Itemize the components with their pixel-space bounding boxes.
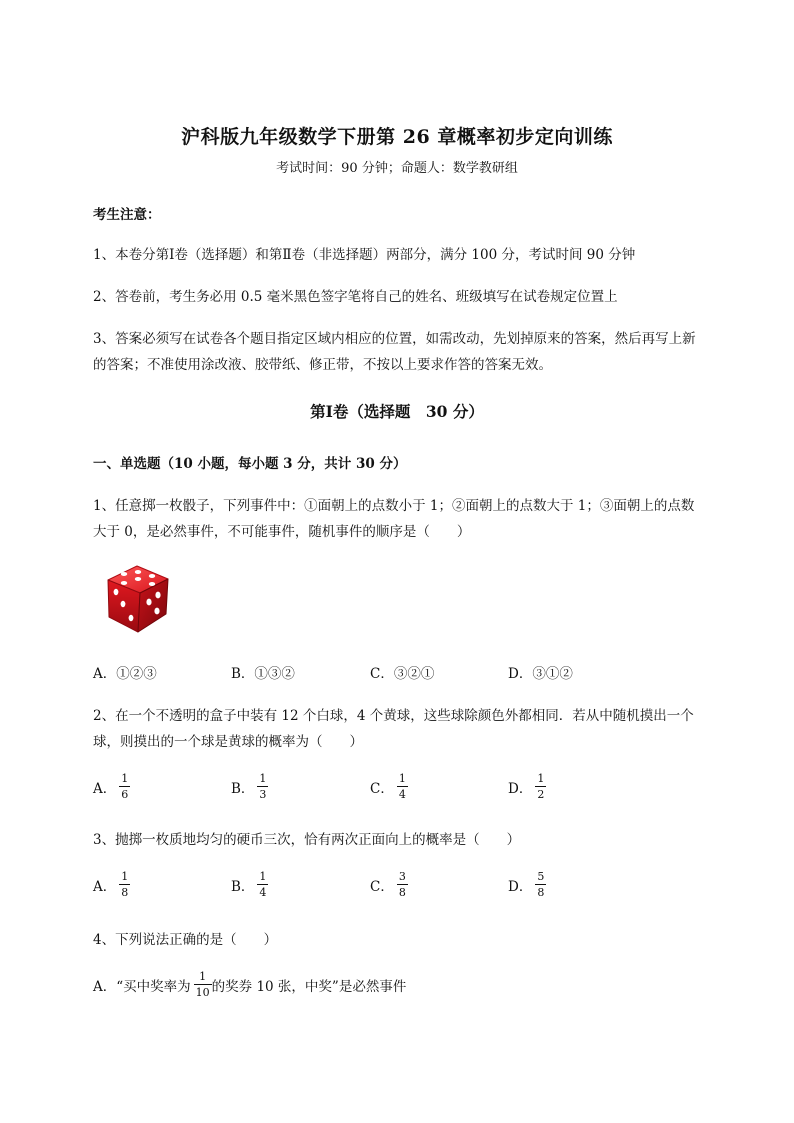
q3-option-d: D． $\frac{5}{8}$ [508, 870, 545, 899]
fraction: $\frac{1}{8}$ [121, 870, 129, 899]
notice-item-3: 3、答案必须写在试卷各个题目指定区域内相应的位置，如需改动，先划掉原来的答案，然后再写上新 [93, 331, 696, 347]
q2-line-1: 2、在一个不透明的盒子中装有 12 个白球，4 个黄球，这些球除颜色外都相同．若从中随机摸出一个 [93, 708, 694, 724]
section-title: 第Ⅰ卷（选择题 30 分） [310, 402, 484, 421]
notice-item-1: 1、本卷分第Ⅰ卷（选择题）和第Ⅱ卷（非选择题）两部分，满分 100 分，考试时间 90 分钟 [93, 247, 636, 263]
fraction: $\frac{1}{2}$ [537, 772, 545, 801]
fraction: $\frac{5}{8}$ [537, 870, 545, 899]
q2-option-b: B． $\frac{1}{3}$ [231, 772, 267, 801]
notice-item-3-cont: 的答案；不准使用涂改液、胶带纸、修正带，不按以上要求作答的答案无效。 [93, 357, 552, 373]
q3-option-c: C． $\frac{3}{8}$ [370, 870, 406, 899]
fraction: $\frac{1}{4}$ [398, 772, 406, 801]
dice-image [100, 562, 174, 636]
fraction: $\frac{1}{3}$ [259, 772, 267, 801]
q1-option-b: B．①③② [231, 666, 295, 682]
q1-line-1: 1、任意掷一枚骰子，下列事件中：①面朝上的点数小于 1；②面朝上的点数大于 1；③面朝上的点数 [93, 498, 695, 514]
part-heading: 一、单选题（10 小题，每小题 3 分，共计 30 分） [93, 456, 407, 472]
fraction: $\frac{1}{4}$ [259, 870, 267, 899]
q4-option-a: A．“买中奖率为 $\frac{1}{10}$ 的奖券 10 张，中奖”是必然事件 [93, 970, 407, 999]
page-title: 沪科版九年级数学下册第 26 章概率初步定向训练 [181, 126, 613, 148]
notice-item-2: 2、答卷前，考生务必用 0.5 毫米黑色签字笔将自己的姓名、班级填写在试卷规定位置上 [93, 289, 618, 305]
q1-option-d: D．③①② [508, 666, 573, 682]
q3-line-1: 3、抛掷一枚质地均匀的硬币三次，恰有两次正面向上的概率是（ ） [93, 832, 521, 848]
fraction: $\frac{1}{6}$ [121, 772, 129, 801]
notice-heading: 考生注意： [93, 207, 161, 223]
q1-option-c: C．③②① [370, 666, 435, 682]
q4-line-1: 4、下列说法正确的是（ ） [93, 932, 278, 948]
q3-option-b: B． $\frac{1}{4}$ [231, 870, 267, 899]
exam-info: 考试时间：90 分钟；命题人：数学教研组 [276, 161, 518, 176]
q2-option-d: D． $\frac{1}{2}$ [508, 772, 545, 801]
q1-line-2: 大于 0，是必然事件，不可能事件，随机事件的顺序是（ ） [93, 524, 471, 540]
fraction: $\frac{1}{10}$ [195, 970, 210, 999]
q2-option-a: A． $\frac{1}{6}$ [93, 772, 129, 801]
q1-option-a: A．①②③ [93, 666, 157, 682]
fraction: $\frac{3}{8}$ [398, 870, 406, 899]
q3-option-a: A． $\frac{1}{8}$ [93, 870, 129, 899]
q2-option-c: C． $\frac{1}{4}$ [370, 772, 406, 801]
q2-line-2: 球，则摸出的一个球是黄球的概率为（ ） [93, 734, 363, 750]
